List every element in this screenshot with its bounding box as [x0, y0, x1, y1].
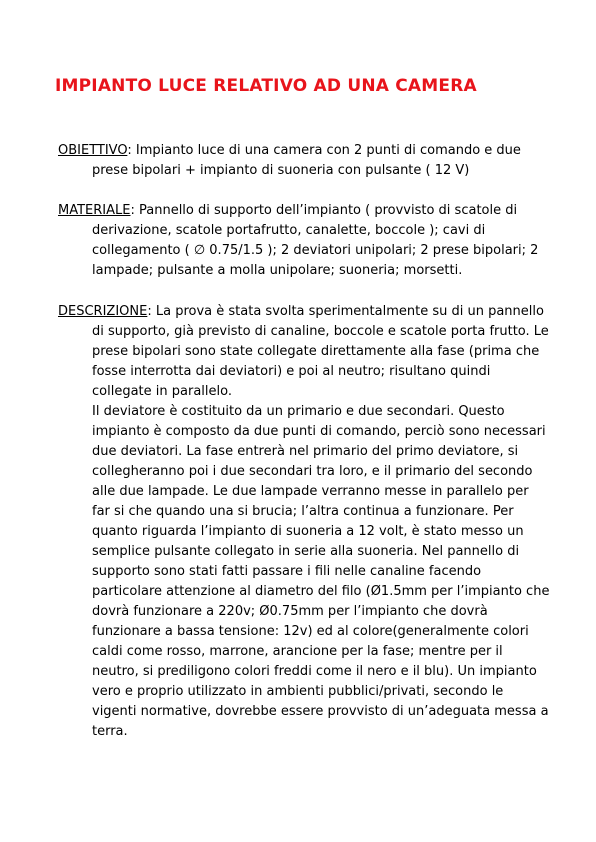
descrizione-text: La prova è stata svolta sperimentalmente su di un pannello di supporto, già previsto di canaline, boccole e scatole porta frutto. Le prese bipolari sono state collegate direttamente alla fase (prima che fosse interrotta dai deviatori) e poi al neutro; risultano quindi collegate in parallelo.: [92, 304, 549, 399]
descrizione-label: DESCRIZIONE: [58, 304, 148, 319]
descrizione-paragraph-2: Il deviatore è costituito da un primario e due secondari. Questo impianto è composto da due punti di comando, perciò sono necessari due deviatori. La fase entrerà nel primario del primo deviatore, si collegheranno poi i due secondari tra loro, e il primario del secondo alle due lampade. Le due lampade verranno messe in parallelo per far si che quando una si brucia; l’altra continua a funzionare. Per quanto riguarda l’impianto di suoneria a 12 volt, è stato messo un semplice pulsante collegato in serie alla suoneria. Nel pannello di supporto sono stati fatti passare i fili nelle canaline facendo particolare attenzione al diametro del filo (Ø1.5mm per l’impianto che dovrà funzionare a 220v; Ø0.75mm per l’impianto che dovrà funzionare a bassa tensione: 12v) ed al colore(generalmente colori caldi come rosso, marrone, arancione per la fase; mentre per il neutro, si prediligono colori freddi come il nero e il blu). Un impianto vero e proprio utilizzato in ambienti pubblici/privati, secondo le vigenti normative, dovrebbe essere provvisto di un’adeguata messa a terra.: [92, 404, 550, 739]
materiale-paragraph: MATERIALE: Pannello di supporto dell’impianto ( provvisto di scatole di derivazione, scatole portafrutto, canalette, boccole ); cavi di collegamento ( ∅ 0.75/1.5 ); 2 deviatori unipolari; 2 prese bipolari; 2 lampade; pulsante a molla unipolare; suoneria; morsetti.: [58, 203, 539, 278]
section-obiettivo: [58, 141, 550, 181]
document-title: IMPIANTO LUCE RELATIVO AD UNA CAMERA: [55, 76, 477, 96]
section-descrizione: [58, 302, 550, 742]
materiale-label: MATERIALE: [58, 203, 131, 218]
descrizione-paragraph: DESCRIZIONE: La prova è stata svolta sperimentalmente su di un pannello di supporto, già previsto di canaline, boccole e scatole porta frutto. Le prese bipolari sono state collegate direttamente alla fase (prima che fosse interrotta dai deviatori) e poi al neutro; risultano quindi collegate in parallelo.: [58, 304, 549, 399]
obiettivo-text: Impianto luce di una camera con 2 punti di comando e due prese bipolari + impianto di suoneria con pulsante ( 12 V): [92, 143, 521, 178]
obiettivo-label: OBIETTIVO: [58, 143, 128, 158]
obiettivo-paragraph: OBIETTIVO: Impianto luce di una camera con 2 punti di comando e due prese bipolari + impianto di suoneria con pulsante ( 12 V): [58, 143, 521, 178]
materiale-text: Pannello di supporto dell’impianto ( provvisto di scatole di derivazione, scatole portafrutto, canalette, boccole ); cavi di collegamento ( ∅ 0.75/1.5 ); 2 deviatori unipolari; 2 prese bipolari; 2 lampade; pulsante a molla unipolare; suoneria; morsetti.: [92, 203, 539, 278]
section-materiale: [58, 201, 550, 281]
